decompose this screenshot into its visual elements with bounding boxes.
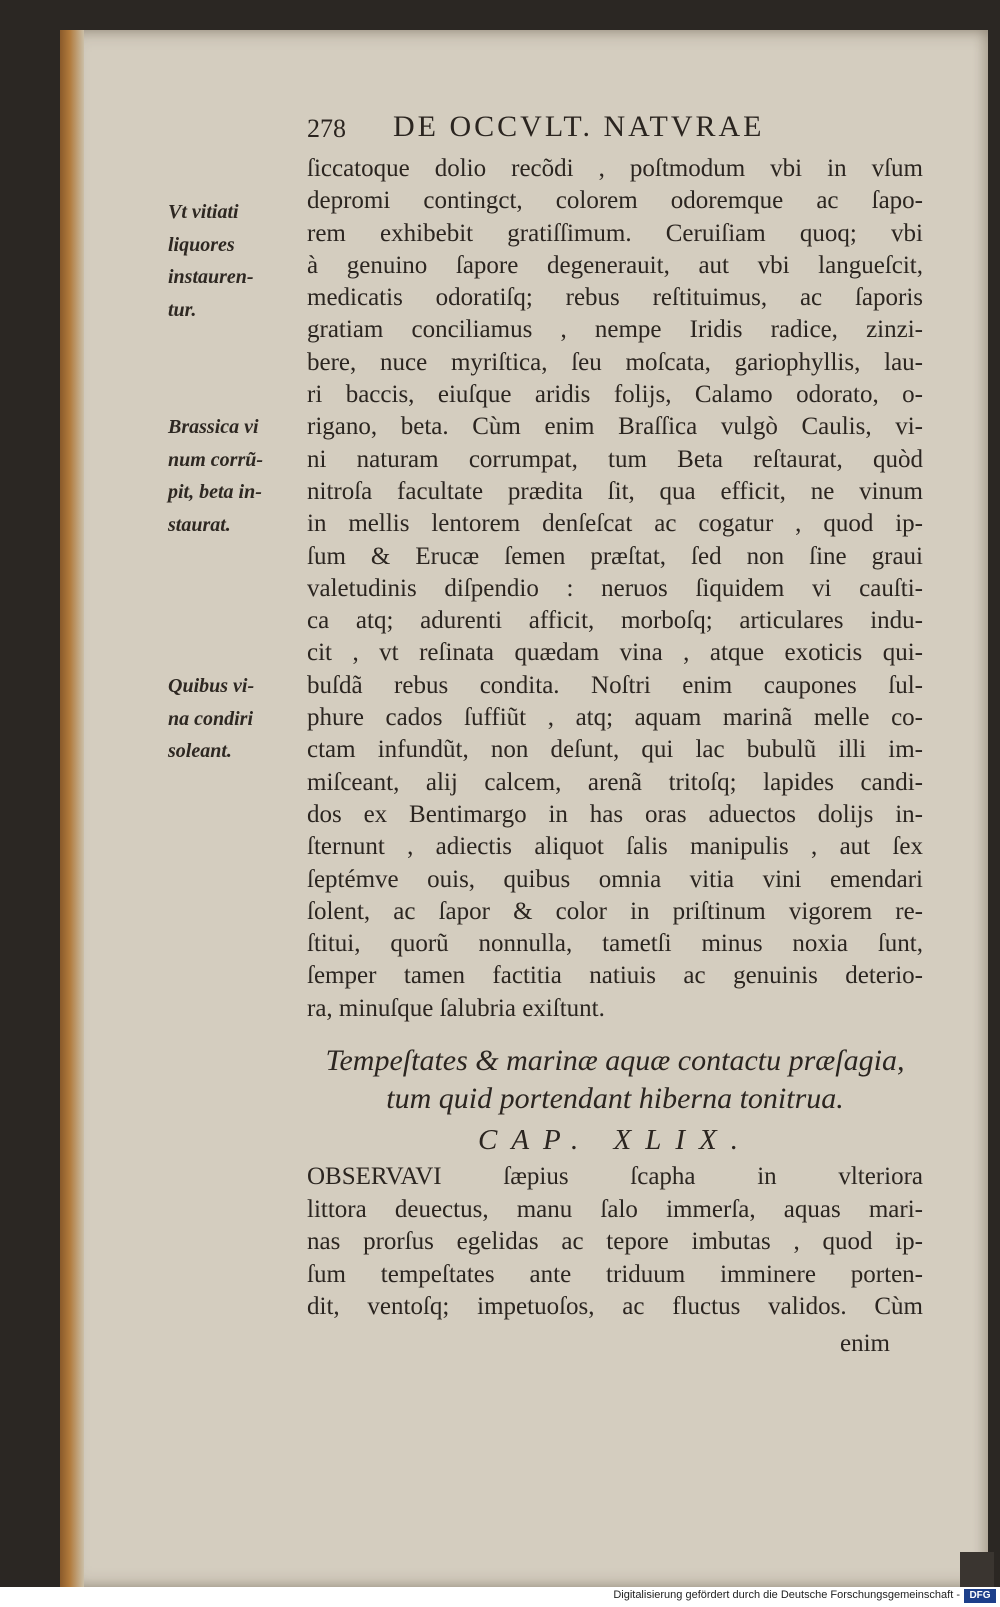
text-line: OBSERVAVI ſæpius ſcapha in vlteriora (307, 1163, 923, 1190)
text-line: ſeptémve ouis, quibus omnia vitia vini emendari (307, 865, 923, 893)
text-line: ſum tempeſtates ante triduum imminere porten- (307, 1260, 923, 1288)
text-line: medicatis odoratiſq; rebus reſtituimus, ac ſaporis (307, 284, 923, 312)
text-line: buſdã rebus condita. Noſtri enim caupones ſul- (307, 671, 923, 699)
text-line: ſiccatoque dolio recõdi , poſtmodum vbi in vſum (307, 155, 923, 182)
page-gutter (60, 30, 84, 1588)
chapter-title-line: Tempeſtates & marinæ aquæ contactu præſagia, (325, 1044, 905, 1077)
page-corner (960, 1552, 994, 1592)
text-line: miſceant, alij calcem, arenã tritoſq; lapides candi- (307, 768, 923, 796)
text-line: ctam infundũt, non deſunt, qui lac bubulũ illi im- (307, 736, 923, 764)
page-number: 278 (307, 114, 346, 143)
chapter-text (307, 1161, 923, 1324)
marginal-note: Vt vitiati liquores instauren- tur. (168, 201, 254, 321)
dfg-logo: DFG (964, 1589, 996, 1603)
text-line: depromi contingct, colorem odoremque ac ſapo- (307, 187, 923, 215)
page-header (307, 110, 847, 148)
text-line: ca atq; adurenti afficit, morboſq; articulares indu- (307, 607, 923, 635)
chapter-title-line: tum quid portendant hiberna tonitrua. (386, 1082, 844, 1115)
text-line: in mellis lentorem denſeſcat ac cogatur , quod ip- (307, 510, 923, 538)
running-title: DE OCCVLT. NATVRAE (393, 110, 765, 143)
marginal-note: Quibus vi- na condiri soleant. (168, 675, 255, 762)
catchword: enim (840, 1330, 890, 1357)
footer-credit: Digitalisierung gefördert durch die Deutsche Forschungsgemeinschaft - (613, 1589, 960, 1601)
text-line: valetudinis diſpendio : neruos ſiquidem vi cauſti- (307, 574, 923, 602)
text-line: gratiam conciliamus , nempe Iridis radice, zinzi- (307, 316, 923, 344)
text-line: ni naturam corrumpat, tum Beta reſtaurat, quòd (307, 445, 923, 473)
text-line: nitroſa facultate prædita ſit, qua efficit, ne vinum (307, 477, 923, 505)
text-line: dos ex Bentimargo in has oras aduectos dolijs in- (307, 800, 923, 828)
text-line: à genuino ſapore degenerauit, aut vbi langueſcit, (307, 251, 923, 279)
text-line: dit, ventoſq; impetuoſos, ac fluctus validos. Cùm (307, 1293, 923, 1320)
text-line: phure cados ſuffiũt , atq; aquam marinã melle co- (307, 704, 923, 732)
digitization-footer (0, 1587, 1000, 1607)
text-line: ſemper tamen factitia natiuis ac genuinis deterio- (307, 962, 923, 990)
text-line: ra, minuſque ſalubria exiſtunt. (307, 994, 605, 1022)
text-line: rigano, beta. Cùm enim Braſſica vulgò Caulis, vi- (307, 413, 923, 441)
text-line: cit , vt reſinata quædam vina , atque exoticis qui- (307, 639, 923, 667)
text-line: ri baccis, eiuſque aridis folijs, Calamo odorato, o- (307, 381, 923, 409)
text-line: littora deuectus, manu ſalo immerſa, aquas mari- (307, 1195, 923, 1223)
text-line: ſternunt , adiectis aliquot ſalis manipulis , aut ſex (307, 833, 923, 861)
text-line: bere, nuce myriſtica, ſeu moſcata, gariophyllis, lau- (307, 348, 923, 376)
text-line: ſolent, ac ſapor & color in priſtinum vigorem re- (307, 897, 923, 925)
text-line: ſum & Erucæ ſemen præſtat, ſed non ſine graui (307, 542, 923, 570)
text-line: rem exhibebit gratiſſimum. Ceruiſiam quoq; vbi (307, 219, 923, 247)
text-line: ſtitui, quorũ nonnulla, tametſi minus noxia ſunt, (307, 930, 923, 958)
main-text (307, 153, 923, 1025)
marginal-note: Brassica vi num corrũ- pit, beta in- staurat. (168, 416, 264, 536)
chapter-title (307, 1042, 923, 1118)
chapter-number: CAP. XLIX. (478, 1124, 752, 1156)
text-line: nas prorſus egelidas ac tepore imbutas , quod ip- (307, 1228, 923, 1255)
